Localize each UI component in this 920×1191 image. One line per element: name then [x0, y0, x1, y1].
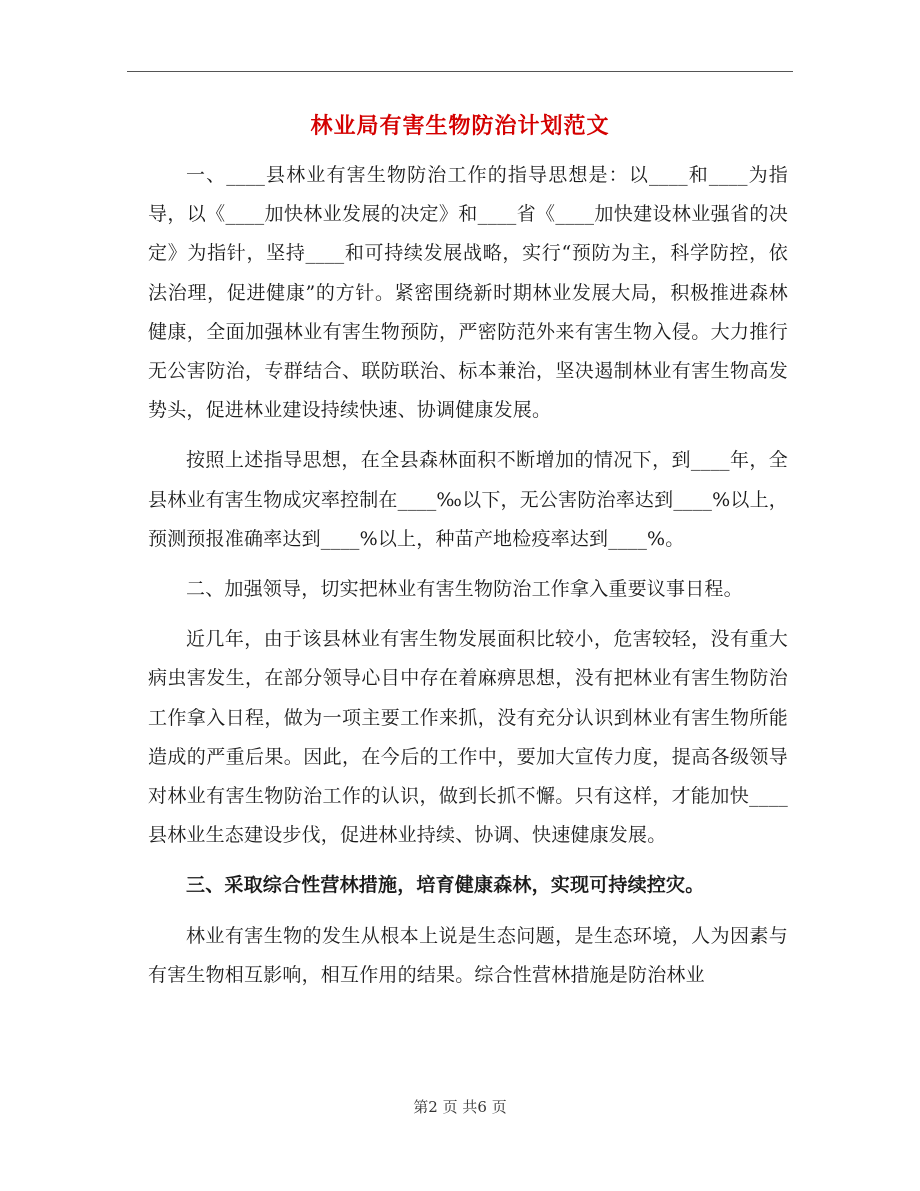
- page-number: 第2 页 共6 页: [413, 1098, 507, 1116]
- header-rule: [127, 71, 793, 72]
- section-heading-forest-measures: 三、采取综合性营林措施，培育健康森林，实现可持续控灾。: [186, 874, 705, 897]
- paragraph-ecology: 林业有害生物的发生从根本上说是生态问题，是生态环境，人为因素与有害生物相互影响，相互作用的结果。综合性营林措施是防治林业: [148, 924, 788, 986]
- paragraph-recent-years: 近几年，由于该县林业有害生物发展面积比较小，危害较轻，没有重大病虫害发生，在部分领导心目中存在着麻痹思想，没有把林业有害生物防治工作拿入日程，做为一项主要工作来抓，没有充分认识到林业有害生物所能造成的严重后果。因此，在今后的工作中，要加大宣传力度，提高各级领导对林业有害生物防治工作的认识，做到长抓不懈。只有这样，才能加快____县林业生态建设步伐，促进林业持续、协调、快速健康发展。: [148, 628, 788, 847]
- section-heading-leadership: 二、加强领导，切实把林业有害生物防治工作拿入重要议事日程。: [186, 578, 743, 601]
- paragraph-targets: 按照上述指导思想，在全县森林面积不断增加的情况下，到____年，全县林业有害生物成灾率控制在____‰以下，无公害防治率达到____%以上，预测预报准确率达到____%以上，种苗产地检疫率达到____%。: [148, 449, 788, 550]
- document-body: [148, 156, 788, 995]
- paragraph-guiding-ideology: 一、____县林业有害生物防治工作的指导思想是：以____和____为指导，以《____加快林业发展的决定》和____省《____加快建设林业强省的决定》为指针，坚持____和可持续发展战略，实行“预防为主，科学防控，依法治理，促进健康”的方针。紧密围绕新时期林业发展大局，积极推进森林健康，全面加强林业有害生物预防，严密防范外来有害生物入侵。大力推行无公害防治，专群结合、联防联治、标本兼治，坚决遏制林业有害生物高发势头，促进林业建设持续快速、协调健康发展。: [148, 164, 788, 422]
- document-title: 林业局有害生物防治计划范文: [310, 113, 610, 139]
